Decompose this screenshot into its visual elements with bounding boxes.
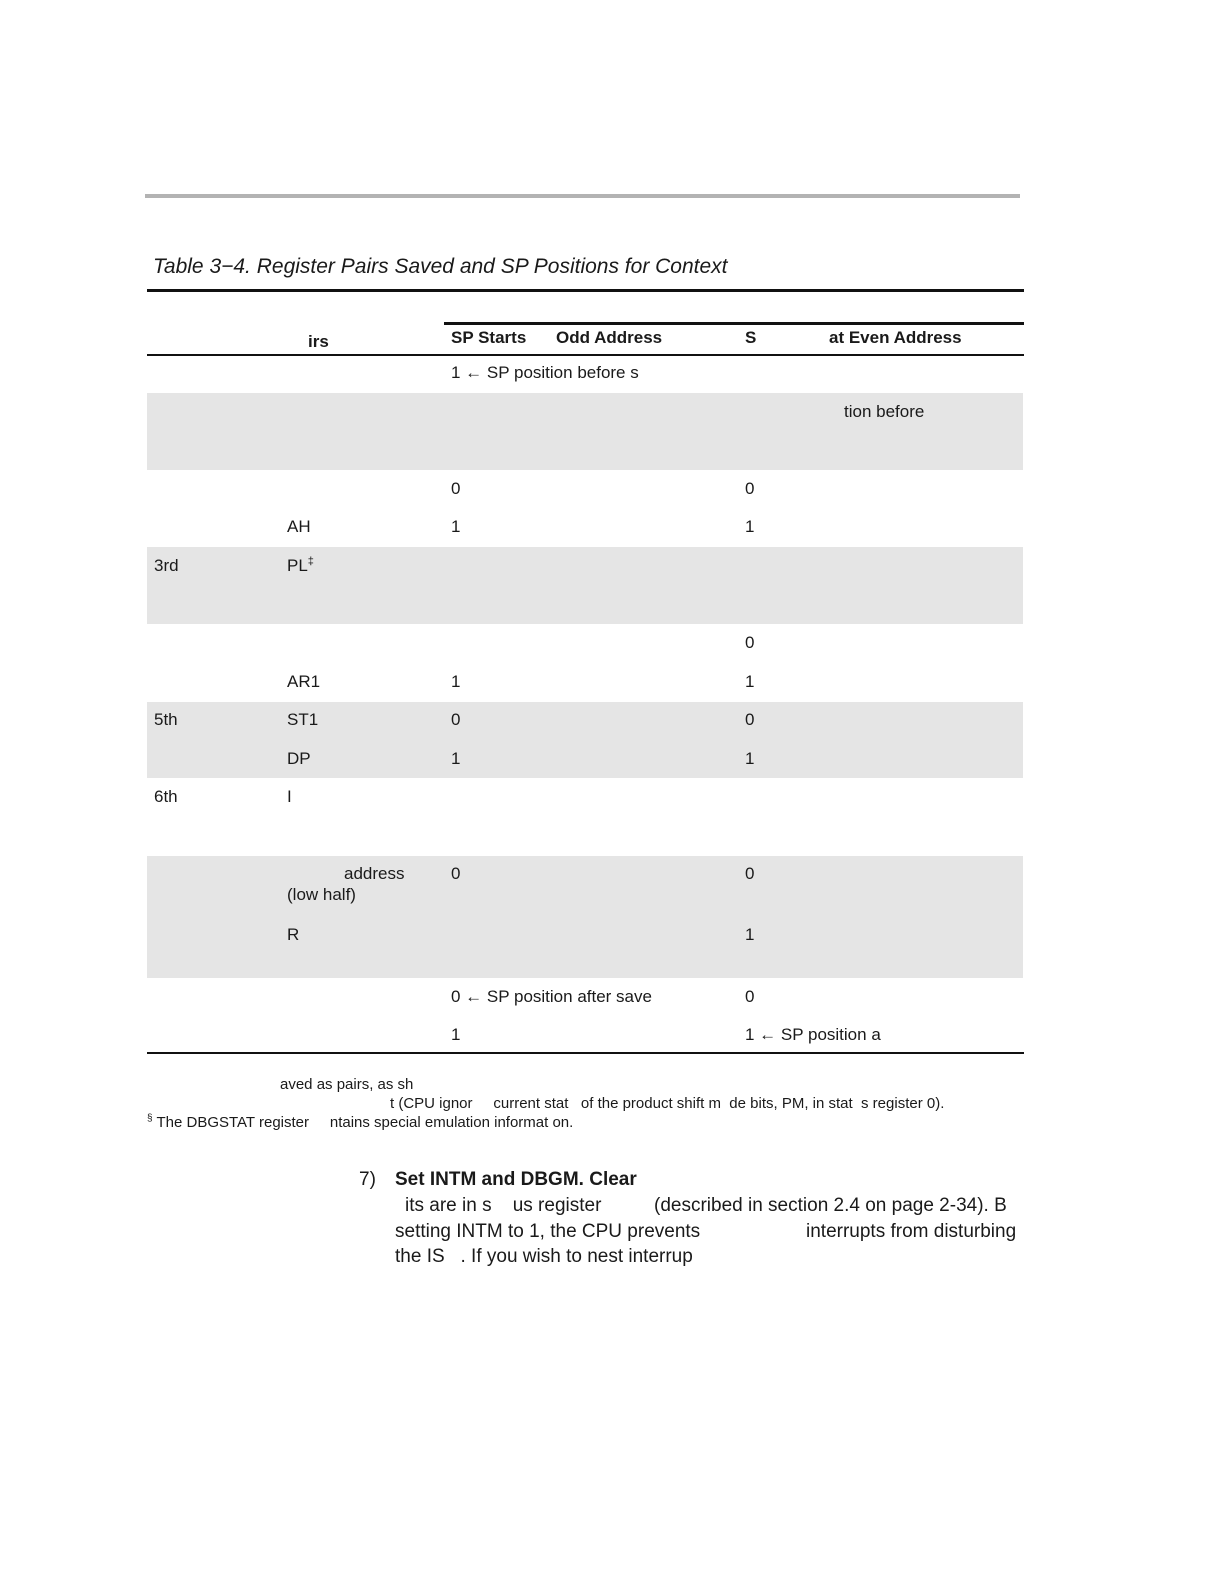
header-bottom-rule bbox=[147, 354, 1024, 356]
table-cell: AH bbox=[287, 517, 311, 536]
row-band-5 bbox=[147, 702, 1023, 778]
table-cell: (low half) bbox=[287, 885, 356, 904]
table-top-rule bbox=[147, 289, 1024, 292]
footnote-3: § The DBGSTAT register ntains special emulation informat on. bbox=[147, 1113, 574, 1131]
section-mark: § bbox=[147, 1113, 153, 1124]
table-cell: 0 bbox=[745, 710, 755, 729]
table-cell: 0 bbox=[451, 479, 461, 498]
step-text-line: setting INTM to 1, the CPU prevents bbox=[395, 1221, 701, 1242]
header-sp-odd-a: SP Starts bbox=[451, 328, 527, 347]
table-cell: 0 bbox=[745, 864, 755, 883]
table-cell: DP bbox=[287, 749, 311, 768]
header-rule bbox=[145, 194, 1020, 198]
double-dagger-mark: ‡ bbox=[307, 555, 314, 568]
table-cell: R bbox=[287, 925, 300, 944]
table-cell: 1 bbox=[451, 672, 461, 691]
table-cell: 1 bbox=[451, 1025, 461, 1044]
row-band-7 bbox=[147, 856, 1023, 978]
table-cell: 0 bbox=[745, 633, 755, 652]
table-cell: I bbox=[287, 787, 292, 806]
step-text-line: (described in section 2.4 on page 2-34). B bbox=[654, 1195, 1007, 1216]
table-cell: 1 bbox=[745, 672, 755, 691]
table-cell: 0 bbox=[745, 987, 755, 1006]
header-sp-even-a: S bbox=[745, 328, 757, 347]
table-cell: 0 bbox=[451, 864, 461, 883]
table-cell: ST1 bbox=[287, 710, 319, 729]
table-cell: 6th bbox=[154, 787, 178, 806]
table-cell: 5th bbox=[154, 710, 178, 729]
header-sp-even-b: at Even Address bbox=[829, 328, 962, 347]
table-cell: address bbox=[344, 864, 405, 883]
table-cell: 1 ← SP position before s bbox=[451, 363, 639, 382]
table-title: Table 3−4. Register Pairs Saved and SP Positions for Context bbox=[153, 255, 728, 278]
step-text-line: interrupts from disturbing bbox=[806, 1221, 1017, 1242]
table-bottom-rule bbox=[147, 1052, 1024, 1054]
step-heading: Set INTM and DBGM. Clear bbox=[395, 1169, 637, 1190]
table-cell: 1 bbox=[451, 517, 461, 536]
header-sp-odd-b: Odd Address bbox=[556, 328, 663, 347]
table-cell: 0 ← SP position after save bbox=[451, 987, 652, 1006]
table-cell: 1 bbox=[745, 749, 755, 768]
table-cell: 0 bbox=[451, 710, 461, 729]
step-number: 7) bbox=[359, 1169, 376, 1190]
step-text-line: its are in s us register bbox=[405, 1195, 602, 1216]
table-cell: 1 ← SP position a bbox=[745, 1025, 881, 1044]
header-register-pairs: irs bbox=[308, 332, 329, 351]
table-cell: 1 bbox=[745, 517, 755, 536]
table-cell: 3rd bbox=[154, 556, 179, 575]
table-cell: PL‡ bbox=[287, 555, 314, 575]
row-band-3 bbox=[147, 547, 1023, 624]
table-cell: 1 bbox=[451, 749, 461, 768]
sp-column-header-rule bbox=[444, 322, 1024, 325]
table-cell: 0 bbox=[745, 479, 755, 498]
footnote-2: t (CPU ignor current stat of the product shift m de bits, PM, in stat s register 0). bbox=[390, 1095, 945, 1112]
footnote-1: aved as pairs, as sh bbox=[280, 1076, 414, 1093]
table-cell: 1 bbox=[745, 925, 755, 944]
step-text-line: the IS . If you wish to nest interrup bbox=[395, 1246, 693, 1267]
table-cell: AR1 bbox=[287, 672, 321, 691]
table-cell: tion before bbox=[844, 402, 925, 421]
